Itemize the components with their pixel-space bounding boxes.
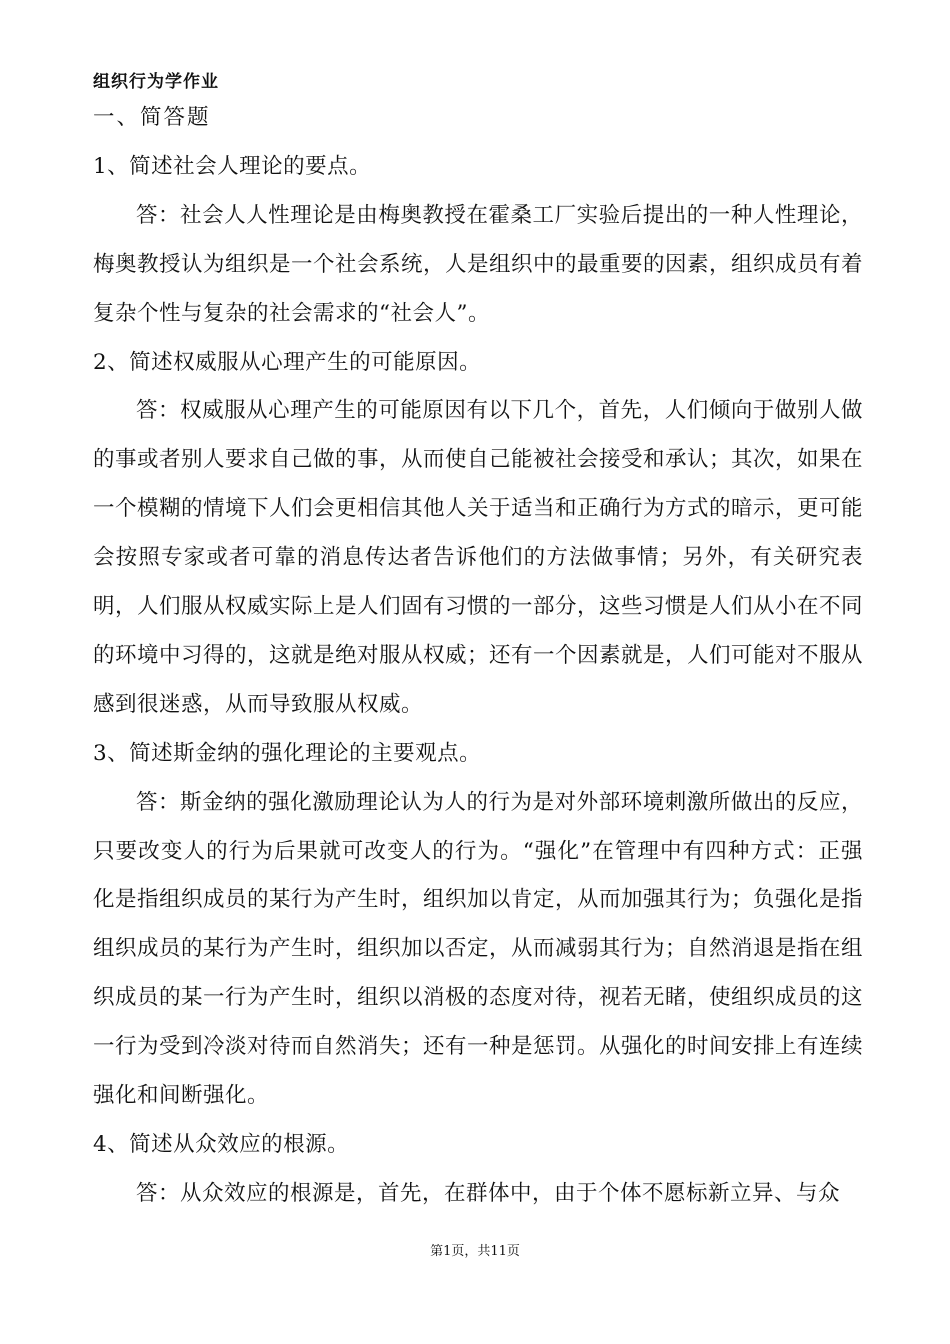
- document-title: 组织行为学作业: [93, 72, 219, 92]
- question-1: 1、简述社会人理论的要点。: [93, 153, 372, 179]
- answer-3: 答：斯金纳的强化激励理论认为人的行为是对外部环境刺激所做出的反应，只要改变人的行为后果就可改变人的行为。“强化”在管理中有四种方式：正强化是指组织成员的某行为产生时，组织加以肯定，从而加强其行为；负强化是指组织成员的某行为产生时，组织加以否定，从而减弱其行为；自然消退是指在组织成员的某一行为产生时，组织以消极的态度对待，视若无睹，使组织成员的这一行为受到冷淡对待而自然消失；还有一种是惩罚。从强化的时间安排上有连续强化和间断强化。: [93, 789, 864, 1109]
- page-footer: 第1页，共11页: [430, 1244, 520, 1259]
- answer-1: 答：社会人人性理论是由梅奥教授在霍桑工厂实验后提出的一种人性理论，梅奥教授认为组织是一个社会系统，人是组织中的最重要的因素，组织成员有着复杂个性与复杂的社会需求的“社会人”。: [93, 202, 864, 326]
- question-2: 2、简述权威服从心理产生的可能原因。: [93, 349, 482, 375]
- section-heading: 一、简答题: [93, 105, 211, 130]
- question-4: 4、简述从众效应的根源。: [93, 1131, 350, 1157]
- answer-4: 答：从众效应的根源是，首先，在群体中，由于个体不愿标新立异、与众: [136, 1180, 841, 1206]
- document-body: [93, 94, 863, 1219]
- answer-2: 答：权威服从心理产生的可能原因有以下几个，首先，人们倾向于做别人做的事或者别人要求自己做的事，从而使自己能被社会接受和承认；其次，如果在一个模糊的情境下人们会更相信其他人关于适当和正确行为方式的暗示，更可能会按照专家或者可靠的消息传达者告诉他们的方法做事情；另外，有关研究表明，人们服从权威实际上是人们固有习惯的一部分，这些习惯是人们从小在不同的环境中习得的，这就是绝对服从权威；还有一个因素就是，人们可能对不服从感到很迷惑，从而导致服从权威。: [93, 398, 864, 717]
- question-3: 3、简述斯金纳的强化理论的主要观点。: [93, 740, 482, 766]
